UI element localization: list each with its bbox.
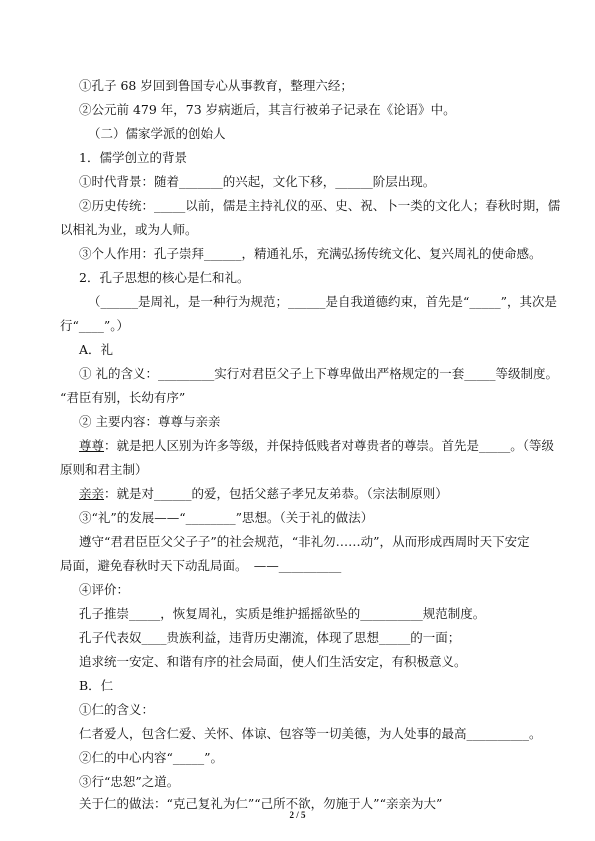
text-line: 孔子代表奴____贵族利益，违背历史潮流，体现了思想_____的一面； bbox=[79, 630, 461, 645]
part-heading: A．礼 bbox=[79, 342, 114, 357]
text-line: 追求统一安定、和谐有序的社会局面，使人们生活安定，有积极意义。 bbox=[79, 654, 467, 669]
term-qinqin: 亲亲 bbox=[79, 486, 105, 501]
text-line: ②公元前 479 年，73 岁病逝后，其言行被弟子记录在《论语》中。 bbox=[79, 102, 456, 117]
term-definition: ：就是对______的爱，包括父慈子孝兄友弟恭。（宗法制原则） bbox=[104, 486, 448, 501]
text-line bbox=[79, 438, 555, 454]
text-line: ④评价： bbox=[79, 582, 130, 597]
text-line: ③个人作用：孔子崇拜______，精通礼乐，充满弘扬传统文化、复兴周礼的使命感。 bbox=[79, 246, 542, 261]
part-heading: B．仁 bbox=[79, 678, 114, 693]
subsection-heading: 2．孔子思想的核心是仁和礼。 bbox=[79, 270, 250, 285]
text-line: 局面，避免春秋时天下动乱局面。 ——__________ bbox=[60, 558, 342, 573]
term-zunzun: 尊尊 bbox=[79, 438, 105, 453]
text-line: “君臣有别，长幼有序” bbox=[60, 390, 186, 405]
text-line: 行“____”。） bbox=[60, 318, 130, 333]
term-definition: ：就是把人区别为许多等级，并保持低贱者对尊贵者的尊崇。首先是_____。（等级 bbox=[104, 438, 555, 453]
text-line: ①时代背景：随着_______的兴起，文化下移，______阶层出现。 bbox=[79, 174, 436, 189]
text-line: ① 礼的含义：_________实行对君臣父子上下尊卑做出严格规定的一套_____等级制度。 bbox=[79, 366, 558, 381]
subsection-heading: 1．儒学创立的背景 bbox=[79, 150, 187, 165]
text-line: ①孔子 68 岁回到鲁国专心从事教育，整理六经； bbox=[79, 78, 353, 93]
text-line: ②历史传统：_____以前，儒是主持礼仪的巫、史、祝、卜一类的文化人；春秋时期，儒 bbox=[79, 198, 561, 213]
text-line: ①仁的含义： bbox=[79, 702, 155, 717]
page-number: 2 / 5 bbox=[289, 810, 306, 820]
text-line: （______是周礼，是一种行为规范；______是自我道德约束，首先是“_____”，其次是 bbox=[88, 294, 558, 309]
section-heading: （二）儒家学派的创始人 bbox=[88, 126, 226, 141]
text-line: 遵守“君君臣臣父父子子”的社会规范，“非礼勿……动”，从而形成西周时天下安定 bbox=[79, 534, 530, 549]
text-line: ② 主要内容：尊尊与亲亲 bbox=[79, 414, 221, 429]
text-line: ③“礼”的发展——“________”思想。（关于礼的做法） bbox=[79, 510, 374, 525]
text-line: 仁者爱人，包含仁爱、关怀、体谅、包容等一切美德，为人处事的最高__________。 bbox=[79, 726, 542, 741]
text-line: ③行“忠恕”之道。 bbox=[79, 774, 180, 789]
text-line bbox=[79, 486, 549, 502]
text-line: 关于仁的做法：“克己复礼为仁”“己所不欲，勿施于人”“亲亲为大” bbox=[79, 796, 443, 811]
text-line: ②仁的中心内容“_____”。 bbox=[79, 750, 224, 765]
text-line: 原则和君主制） bbox=[60, 462, 148, 477]
text-line: 孔子推崇_____，恢复周礼，实质是维护摇摇欲坠的__________规范制度。 bbox=[79, 606, 486, 621]
text-line: 以相礼为业，或为人师。 bbox=[60, 222, 198, 237]
